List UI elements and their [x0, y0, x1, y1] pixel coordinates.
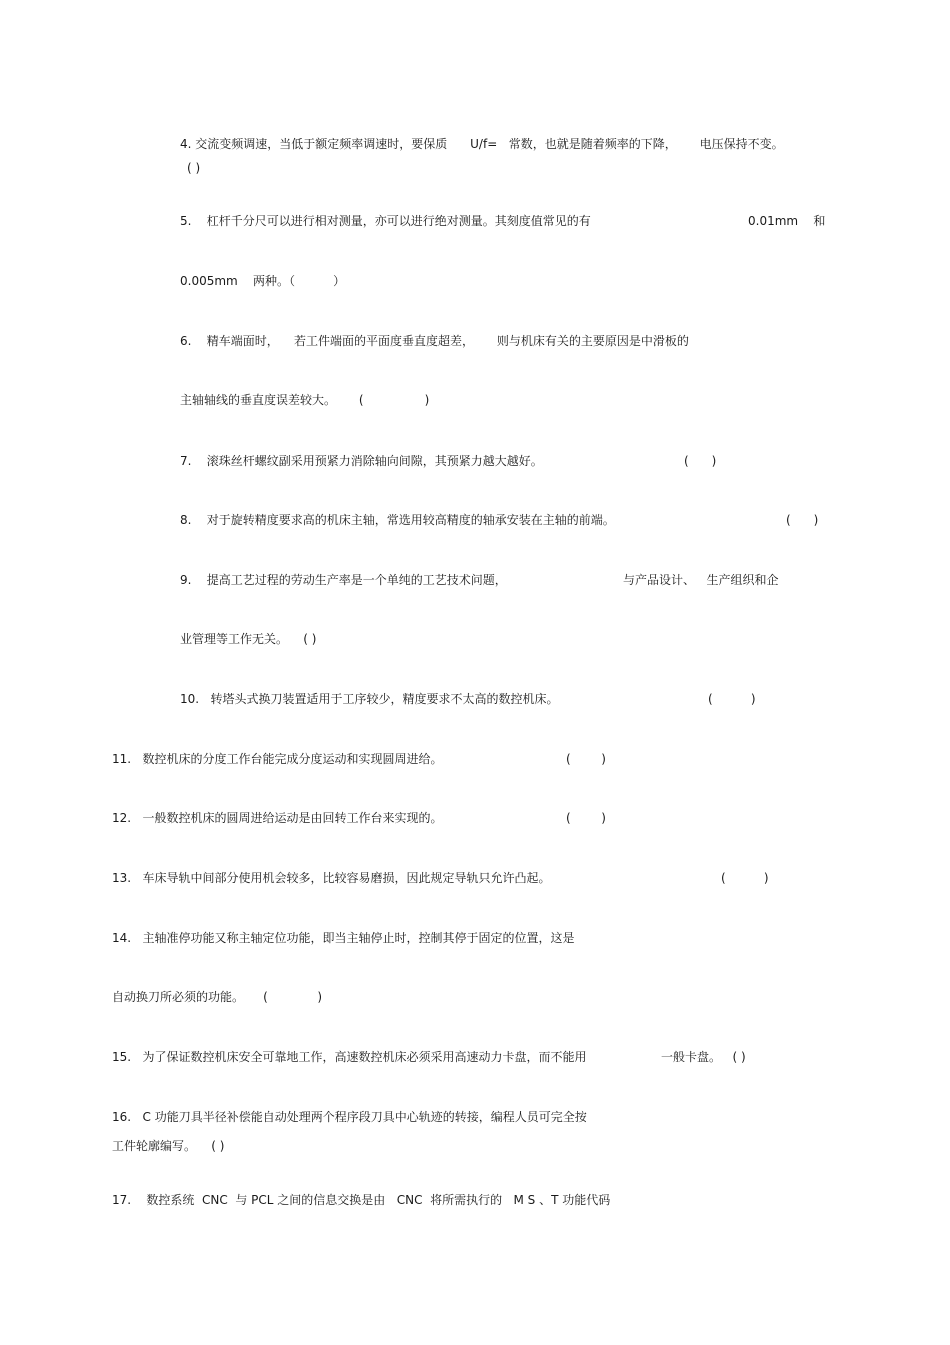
q16-line-2: 工件轮廓编写。 ( )	[112, 1139, 225, 1153]
q11-line: 11. 数控机床的分度工作台能完成分度运动和实现圆周进给。	[112, 752, 443, 766]
q13-bracket: ( )	[721, 871, 769, 885]
q5-line-1b: 0.01mm 和	[748, 214, 826, 228]
q9-line-1b: 与产品设计、 生产组织和企	[623, 573, 779, 587]
q14-line-1: 14. 主轴准停功能又称主轴定位功能，即当主轴停止时，控制其停于固定的位置，这是	[112, 931, 575, 945]
q8-line: 8. 对于旋转精度要求高的机床主轴，常选用较高精度的轴承安装在主轴的前端。	[180, 513, 615, 527]
q4-line-2: ( )	[187, 161, 201, 175]
q17-line: 17. 数控系统 CNC 与 PCL 之间的信息交换是由 CNC 将所需执行的 M S 、T 功能代码	[112, 1193, 611, 1207]
q15-line-b: 一般卡盘。 ( )	[661, 1050, 746, 1064]
q10-bracket: ( )	[708, 692, 756, 706]
q9-line-2: 业管理等工作无关。 ( )	[180, 632, 317, 646]
q10-line: 10. 转塔头式换刀装置适用于工序较少，精度要求不太高的数控机床。	[180, 692, 559, 706]
q12-bracket: ( )	[566, 811, 606, 825]
q9-line-1: 9. 提高工艺过程的劳动生产率是一个单纯的工艺技术问题，	[180, 573, 507, 587]
q11-bracket: ( )	[566, 752, 606, 766]
q12-line: 12. 一般数控机床的圆周进给运动是由回转工作台来实现的。	[112, 811, 443, 825]
q6-line-1: 6. 精车端面时， 若工件端面的平面度垂直度超差， 则与机床有关的主要原因是中滑板的	[180, 334, 689, 348]
q8-bracket: ( )	[786, 513, 819, 527]
q6-line-2: 主轴轴线的垂直度误差较大。 ( )	[180, 393, 430, 407]
q7-bracket: ( )	[684, 454, 717, 468]
q16-line-1: 16. C 功能刀具半径补偿能自动处理两个程序段刀具中心轨迹的转接，编程人员可完全按	[112, 1110, 587, 1124]
q15-line: 15. 为了保证数控机床安全可靠地工作，高速数控机床必须采用高速动力卡盘，而不能用	[112, 1050, 587, 1064]
q14-line-2: 自动换刀所必须的功能。 ( )	[112, 990, 323, 1004]
q4-line-1: 4. 交流变频调速，当低于额定频率调速时，要保质 U/f= 常数，也就是随着频率的下降， 电压保持不变。	[180, 137, 784, 151]
q5-line-2: 0.005mm 两种。（ ）	[180, 274, 346, 288]
q5-line-1: 5. 杠杆千分尺可以进行相对测量，亦可以进行绝对测量。其刻度值常见的有	[180, 214, 591, 228]
q7-line: 7. 滚珠丝杆螺纹副采用预紧力消除轴向间隙，其预紧力越大越好。	[180, 454, 543, 468]
q13-line: 13. 车床导轨中间部分使用机会较多，比较容易磨损，因此规定导轨只允许凸起。	[112, 871, 551, 885]
